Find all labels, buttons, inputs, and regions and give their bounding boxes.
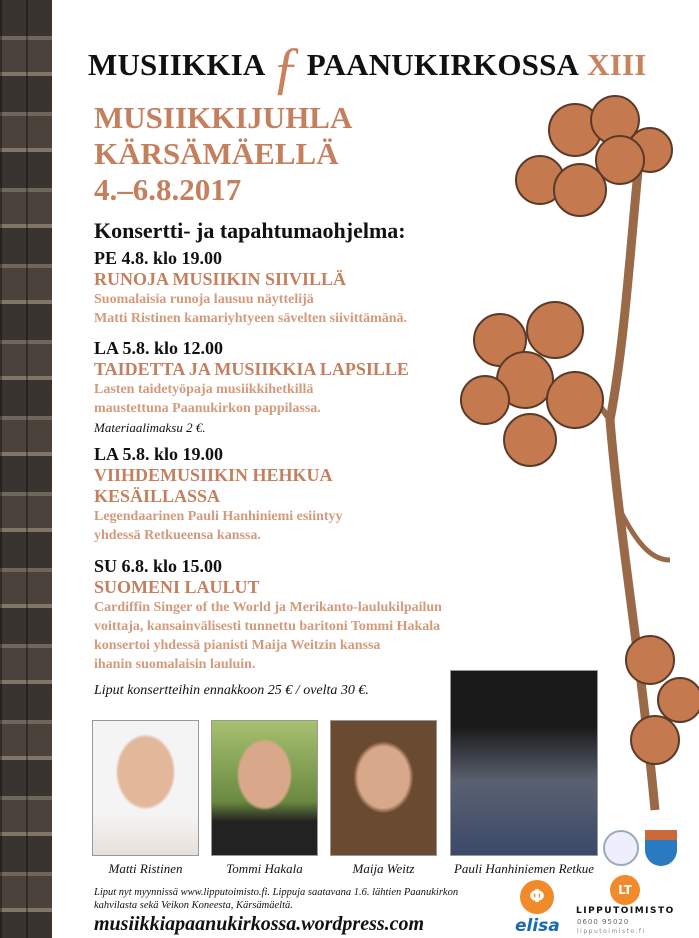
event-title: SUOMENI LAULUT <box>94 577 260 597</box>
event-desc: Legendaarinen Pauli Hanhiniemi esiintyy <box>94 509 343 524</box>
event-title: VIIHDEMUSIIKIN HEHKUA <box>94 465 333 485</box>
op-logo-icon: Φ <box>520 880 554 914</box>
lipputoimisto-logo: LIPPUTOIMISTO <box>576 906 675 916</box>
event-note: Materiaalimaksu 2 €. <box>94 420 206 435</box>
lt-logo-icon: LT <box>610 875 640 905</box>
event-desc: Suomalaisia runoja lausuu näyttelijä <box>94 292 314 307</box>
event-title: KESÄILLASSA <box>94 486 221 506</box>
f-hole-symbol: ƒ <box>271 35 301 100</box>
sales-info <box>94 886 514 912</box>
photo-matti-ristinen <box>92 720 199 856</box>
event-desc: konsertoi yhdessä pianisti Maija Weitzin kanssa <box>94 638 381 653</box>
festival-dates: 4.–6.8.2017 <box>94 172 242 207</box>
caption: Tommi Hakala <box>226 861 303 876</box>
lipputoimisto-phone: 0600 95020 <box>577 918 630 926</box>
event-2 <box>94 338 514 437</box>
ticket-prices: Liput konsertteihin ennakkoon 25 € / ovelta 30 €. <box>94 683 369 698</box>
sales-info-line: kahvilasta sekä Veikon Koneesta, Kärsämäeltä. <box>94 900 293 911</box>
event-1 <box>94 248 514 328</box>
municipality-crest-icon <box>603 830 639 866</box>
event-desc: Cardiffin Singer of the World ja Merikanto-laulukilpailun <box>94 600 442 615</box>
event-desc: Lasten taidetyöpaja musiikkihetkillä <box>94 382 314 397</box>
caption: Pauli Hanhiniemen Retkue <box>453 861 595 876</box>
edition-numeral: XIII <box>587 47 647 82</box>
title-left: MUSIIKKIA <box>88 47 266 82</box>
event-desc: maustettuna Paanukirkon pappilassa. <box>94 401 321 416</box>
elisa-logo: elisa <box>515 916 560 936</box>
event-date: SU 6.8. klo 15.00 <box>94 556 223 576</box>
website-link[interactable]: musiikkiapaanukirkossa.wordpress.com <box>94 913 425 935</box>
festival-name: MUSIIKKIJUHLA <box>94 100 353 135</box>
photo-maija-weitz <box>330 720 437 856</box>
event-date: LA 5.8. klo 12.00 <box>94 338 224 358</box>
photo-pauli-hanhiniemen-retkue <box>450 670 598 856</box>
event-title: RUNOJA MUSIIKIN SIIVILLÄ <box>94 269 347 289</box>
sales-info-line: Liput nyt myynnissä www.lipputoimisto.fi. Lippuja saatavana 1.6. lähtien Paanukirkon <box>94 887 459 898</box>
karsamaki-crest-icon <box>645 830 677 866</box>
caption: Matti Ristinen <box>108 861 183 876</box>
photo-tommi-hakala <box>211 720 318 856</box>
event-desc: Matti Ristinen kamariyhtyeen sävelten siivittämänä. <box>94 311 408 326</box>
event-desc: ihanin suomalaisin lauluin. <box>94 657 256 672</box>
event-3 <box>94 444 514 545</box>
caption: Maija Weitz <box>352 861 415 876</box>
event-4 <box>94 556 534 674</box>
event-date: LA 5.8. klo 19.00 <box>94 444 224 464</box>
church-shingles-image <box>0 0 52 938</box>
event-desc: yhdessä Retkueensa kanssa. <box>94 528 261 543</box>
festival-place: KÄRSÄMÄELLÄ <box>94 136 339 171</box>
event-title: TAIDETTA JA MUSIIKKIA LAPSILLE <box>94 359 409 379</box>
title-right: PAANUKIRKOSSA <box>306 47 580 82</box>
lipputoimisto-url: lipputoimisto.fi <box>577 928 646 935</box>
event-date: PE 4.8. klo 19.00 <box>94 248 223 268</box>
event-desc: voittaja, kansainvälisesti tunnettu baritoni Tommi Hakala <box>94 619 441 634</box>
poster-title <box>88 34 647 101</box>
program-heading: Konsertti- ja tapahtumaohjelma: <box>94 218 406 243</box>
